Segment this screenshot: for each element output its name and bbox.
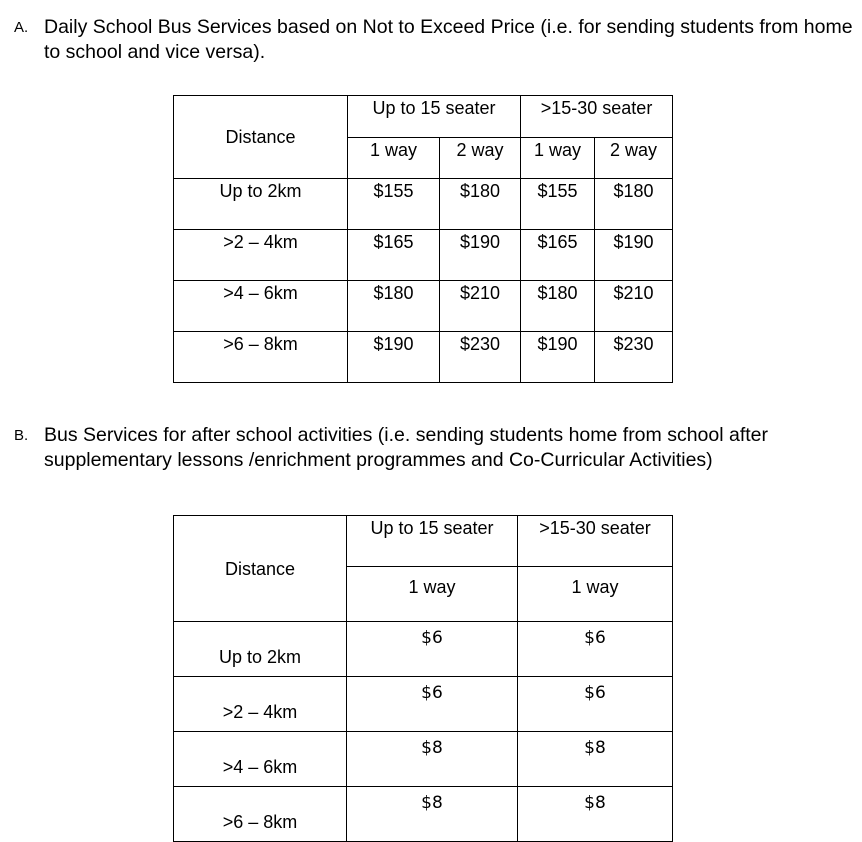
distance-cell: >2 – 4km <box>174 677 347 732</box>
subheader-cell: 1 way <box>348 138 440 179</box>
price-cell: $190 <box>521 332 595 383</box>
price-cell: $6 <box>518 677 673 732</box>
price-cell: $180 <box>595 179 673 230</box>
distance-cell: >4 – 6km <box>174 732 347 787</box>
group-header-15-30: >15-30 seater <box>521 96 673 138</box>
distance-cell: >4 – 6km <box>174 281 348 332</box>
price-cell: $155 <box>521 179 595 230</box>
table-row <box>174 230 673 281</box>
price-cell: $6 <box>347 622 518 677</box>
table-row <box>174 732 673 787</box>
distance-cell: >2 – 4km <box>174 230 348 281</box>
price-cell: $155 <box>348 179 440 230</box>
table-row <box>174 622 673 677</box>
subheader-cell: 1 way <box>518 567 673 622</box>
distance-cell: >6 – 8km <box>174 787 347 842</box>
price-cell: $180 <box>348 281 440 332</box>
table-header-row <box>174 516 673 567</box>
price-cell: $6 <box>347 677 518 732</box>
subheader-cell: 2 way <box>595 138 673 179</box>
price-cell: $165 <box>348 230 440 281</box>
price-cell: $210 <box>440 281 521 332</box>
section-b-marker: B. <box>14 427 29 444</box>
price-cell: $230 <box>595 332 673 383</box>
after-school-bus-price-table <box>173 515 673 842</box>
distance-cell: Up to 2km <box>174 622 347 677</box>
subheader-cell: 1 way <box>347 567 518 622</box>
table-row <box>174 332 673 383</box>
price-cell: $8 <box>518 732 673 787</box>
price-cell: $8 <box>347 732 518 787</box>
group-header-15-30: >15-30 seater <box>518 516 673 567</box>
daily-bus-price-table <box>173 95 673 383</box>
price-cell: $180 <box>440 179 521 230</box>
distance-cell: Up to 2km <box>174 179 348 230</box>
subheader-cell: 1 way <box>521 138 595 179</box>
price-cell: $8 <box>347 787 518 842</box>
table-row <box>174 281 673 332</box>
price-cell: $230 <box>440 332 521 383</box>
table-row <box>174 179 673 230</box>
distance-header: Distance <box>174 516 347 622</box>
price-cell: $190 <box>595 230 673 281</box>
section-a-marker: A. <box>14 19 29 36</box>
price-cell: $180 <box>521 281 595 332</box>
group-header-up-to-15: Up to 15 seater <box>347 516 518 567</box>
section-b-heading <box>14 423 860 473</box>
section-a-heading <box>14 15 860 65</box>
price-cell: $8 <box>518 787 673 842</box>
distance-header: Distance <box>174 96 348 179</box>
table-row <box>174 677 673 732</box>
subheader-cell: 2 way <box>440 138 521 179</box>
table-row <box>174 787 673 842</box>
price-cell: $210 <box>595 281 673 332</box>
section-a-heading-text: Daily School Bus Services based on Not to Exceed Price (i.e. for sending students from home to school and vice versa). <box>44 16 853 63</box>
price-cell: $190 <box>348 332 440 383</box>
section-b-heading-text: Bus Services for after school activities (i.e. sending students home from school after supplementary lessons /enrichment programmes and Co-Curricular Activities) <box>44 424 768 471</box>
price-cell: $6 <box>518 622 673 677</box>
price-cell: $190 <box>440 230 521 281</box>
price-cell: $165 <box>521 230 595 281</box>
distance-cell: >6 – 8km <box>174 332 348 383</box>
table-header-row <box>174 96 673 138</box>
group-header-up-to-15: Up to 15 seater <box>348 96 521 138</box>
